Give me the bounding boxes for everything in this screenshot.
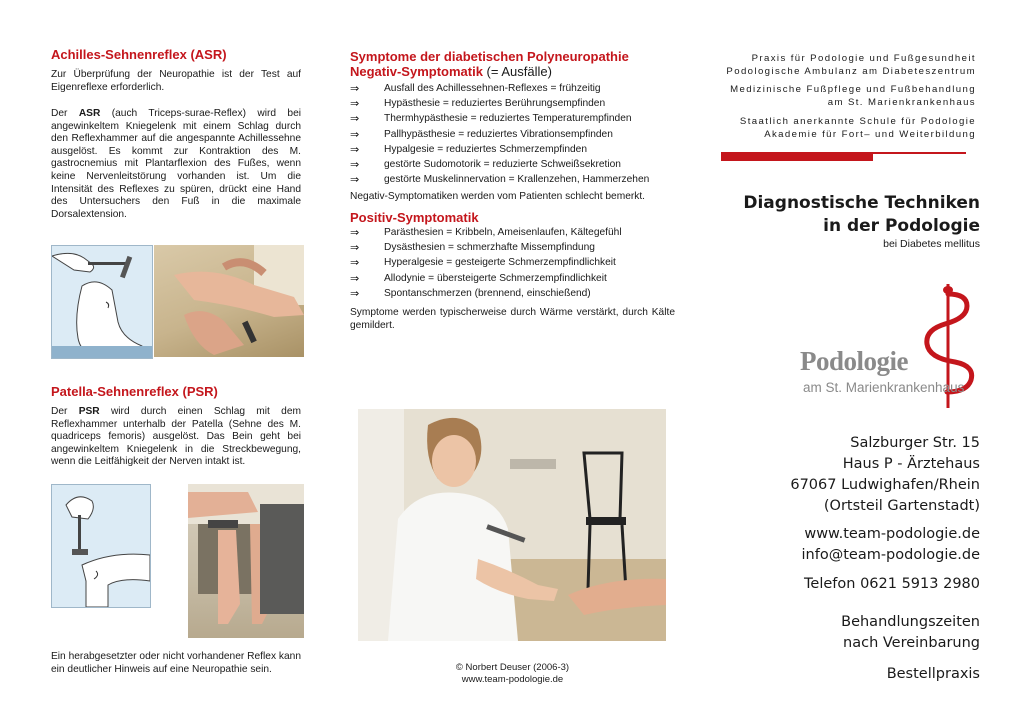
- asr-heading: Achilles-Sehnenreflex (ASR): [51, 47, 227, 62]
- arrow-right-double-icon: ⇒: [350, 127, 360, 141]
- logo-wordmark: Podologie: [800, 346, 908, 376]
- accent-bar: [721, 152, 873, 161]
- address-line: Salzburger Str. 15: [850, 435, 980, 451]
- positive-symptoms-heading: Positiv-Symptomatik: [350, 210, 479, 225]
- examination-photo: [358, 409, 666, 641]
- arrow-right-double-icon: ⇒: [350, 256, 360, 270]
- header-line: Praxis für Podologie und Fußgesundheit: [751, 53, 976, 64]
- negative-symptoms-list: [350, 81, 649, 187]
- address-block: [790, 433, 980, 517]
- list-item: ⇒ Dysästhesien = schmerzhafte Missempfindung: [350, 241, 595, 255]
- opening-hours: [841, 612, 980, 654]
- psr-photo: [188, 484, 304, 638]
- positive-symptoms-list: [350, 225, 622, 301]
- asr-intro: Zur Überprüfung der Neuropathie ist der Test auf Eigenreflexe erforderlich.: [51, 69, 301, 93]
- asr-bold: ASR: [78, 108, 101, 119]
- header-line: Medizinische Fußpflege und Fußbehandlung: [730, 84, 976, 95]
- header-line: Staatlich anerkannte Schule für Podologie: [739, 116, 976, 127]
- asr-paragraph: Der ASR (auch Triceps-surae-Reflex) wird bei angewinkeltem Kniegelenk mit einem Schlag durch den Reflexhammer auf die angespannte Achillessehne ausgelöst. Es kommt zur Kontraktion des M. gastrocnemius mit Plantarflexion des Fußes, wenn keine Nervenleitstörung vorhanden ist. Um die Intensität des Reflexes zu spüren, drückt eine Hand des Untersuchers den Fuß in die maximale Dorsalextension.: [51, 108, 302, 220]
- psr-paragraph: Der PSR wird durch einen Schlag mit dem Reflexhammer unterhalb der Patella (Sehne des M. quadriceps femoris) ausgelöst. Das Bein geht bei angewinkeltem Kniegelenk in die Streckbewegung, wenn die Leitfähigkeit der Nerven intakt ist.: [51, 406, 301, 468]
- list-item: ⇒ Hypalgesie = reduziertes Schmerzempfinden: [350, 142, 588, 156]
- list-item: ⇒ Thermhypästhesie = reduziertes Temperaturempfinden: [350, 112, 632, 126]
- list-item: ⇒ Spontanschmerzen (brennend, einschießend): [350, 286, 591, 300]
- list-item: ⇒ Allodynie = übersteigerte Schmerzempfindlichkeit: [350, 271, 607, 285]
- list-item: ⇒ gestörte Sudomotorik = reduzierte Schweißsekretion: [350, 158, 621, 172]
- address-line: (Ortsteil Gartenstadt): [823, 498, 980, 514]
- arrow-right-double-icon: ⇒: [350, 241, 360, 255]
- title-line-2: in der Podologie: [823, 216, 980, 236]
- header-line: Podologische Ambulanz am Diabeteszentrum: [726, 66, 976, 77]
- header-block-3: [696, 115, 976, 141]
- list-item: ⇒ Pallhypästhesie = reduziertes Vibrationsempfinden: [350, 127, 613, 141]
- address-line: Haus P - Ärztehaus: [842, 456, 980, 472]
- hours-line-1: Behandlungszeiten: [841, 614, 980, 630]
- positive-note: Symptome werden typischerweise durch Wärme verstärkt, durch Kälte gemildert.: [350, 307, 675, 331]
- header-block-2: [696, 83, 976, 109]
- podologie-logo: [800, 280, 990, 410]
- reflex-hammer-sketch: [52, 246, 152, 358]
- contact-block: [802, 524, 980, 566]
- header-line: Akademie für Fort– und Weiterbildung: [764, 129, 976, 140]
- website-link[interactable]: www.team-podologie.de: [804, 526, 980, 542]
- header-block-1: [696, 52, 976, 78]
- arrow-right-double-icon: ⇒: [350, 112, 360, 126]
- accent-line: [873, 152, 966, 154]
- brochure-subtitle: bei Diabetes mellitus: [883, 238, 980, 250]
- arrow-right-double-icon: ⇒: [350, 173, 360, 187]
- psr-heading: Patella-Sehnenreflex (PSR): [51, 384, 218, 399]
- header-line: am St. Marienkrankenhaus: [827, 97, 976, 108]
- list-item: ⇒ Parästhesien = Kribbeln, Ameisenlaufen, Kältegefühl: [350, 226, 622, 239]
- negative-symptoms-heading: Negativ-Symptomatik (= Ausfälle): [350, 64, 552, 79]
- brochure-title: [743, 192, 980, 238]
- list-item: ⇒ gestörte Muskelinnervation = Krallenzehen, Hammerzehen: [350, 173, 650, 187]
- email-link[interactable]: info@team-podologie.de: [801, 547, 980, 563]
- list-item: ⇒ Ausfall des Achillessehnen-Reflexes = frühzeitig: [350, 82, 601, 95]
- arrow-right-double-icon: ⇒: [350, 286, 360, 300]
- footer-website: www.team-podologie.de: [461, 674, 564, 685]
- arrow-right-double-icon: ⇒: [350, 271, 360, 285]
- psr-sketch-image: [51, 484, 151, 608]
- negative-note: Negativ-Symptomatiken werden vom Patienten schlecht bemerkt.: [350, 191, 646, 202]
- arrow-right-double-icon: ⇒: [350, 226, 360, 239]
- phone-number: Telefon 0621 5913 2980: [804, 576, 980, 592]
- logo-subtitle: am St. Marienkrankenhaus: [803, 380, 965, 395]
- list-item: ⇒ Hyperalgesie = gesteigerte Schmerzempfindlichkeit: [350, 256, 616, 270]
- hours-line-2: nach Vereinbarung: [843, 635, 980, 651]
- arrow-right-double-icon: ⇒: [350, 158, 360, 172]
- reflex-footnote: Ein herabgesetzter oder nicht vorhandener Reflex kann ein deutlicher Hinweis auf eine Neuropathie sein.: [51, 651, 301, 675]
- copyright: © Norbert Deuser (2006-3): [455, 662, 570, 673]
- symptoms-heading: Symptome der diabetischen Polyneuropathie: [350, 49, 629, 64]
- arrow-right-double-icon: ⇒: [350, 82, 360, 95]
- arrow-right-double-icon: ⇒: [350, 97, 360, 111]
- title-line-1: Diagnostische Techniken: [743, 193, 980, 213]
- asr-photo: [154, 245, 304, 357]
- address-line: 67067 Ludwighafen/Rhein: [790, 477, 980, 493]
- asr-sketch-image: [51, 245, 153, 359]
- psr-bold: PSR: [78, 406, 100, 417]
- appointment-note: Bestellpraxis: [886, 666, 980, 682]
- list-item: ⇒ Hypästhesie = reduziertes Berührungsempfinden: [350, 97, 606, 111]
- arrow-right-double-icon: ⇒: [350, 142, 360, 156]
